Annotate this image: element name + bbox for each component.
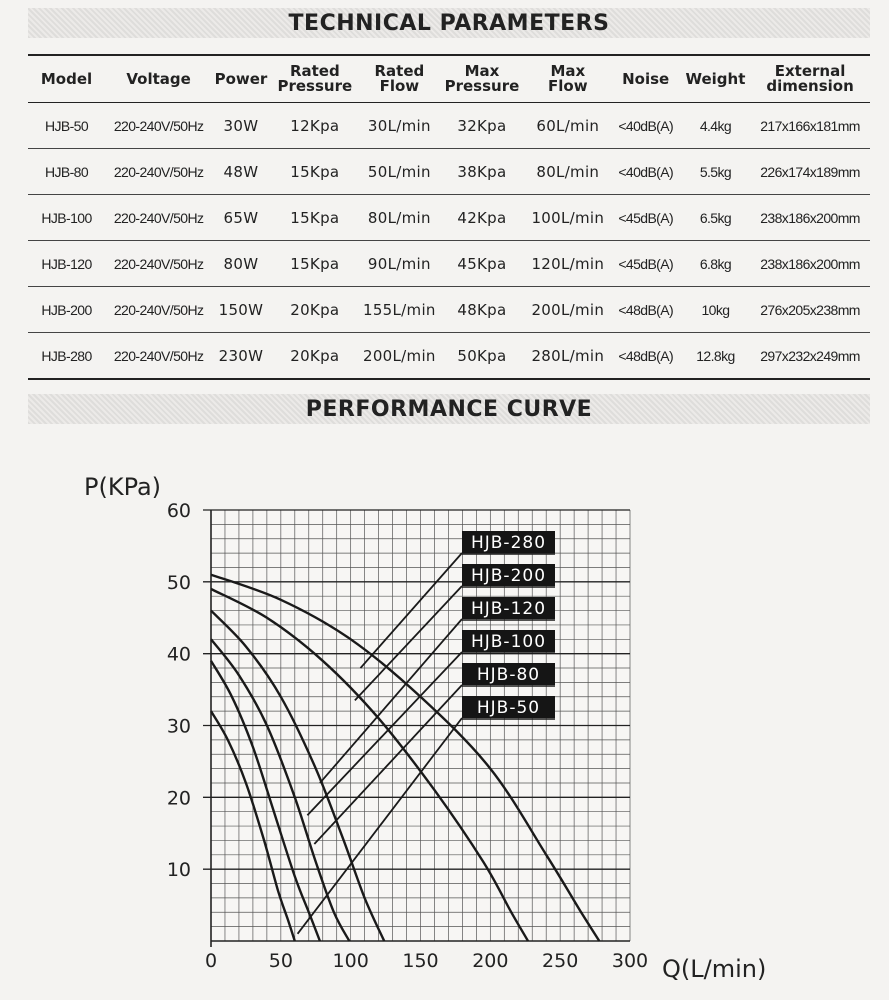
x-tick-label: 0 (204, 950, 218, 972)
table-cell: 220-240V/50Hz (105, 149, 212, 195)
table-cell: 220-240V/50Hz (105, 287, 212, 333)
column-header-line: Max (550, 62, 586, 80)
column-header (270, 55, 360, 103)
y-tick-label: 20 (166, 787, 191, 810)
table-cell: 238x186x200mm (750, 195, 870, 241)
table-cell: 200L/min (363, 346, 436, 365)
table-cell: 6.5kg (681, 195, 750, 241)
table-cell: 230W (218, 346, 264, 365)
legend-label: HJB-120 (470, 599, 547, 619)
table-cell: 20Kpa (290, 346, 340, 365)
table-row (28, 103, 870, 149)
table-cell: 50Kpa (457, 346, 507, 365)
column-header (212, 55, 270, 103)
table-cell: 15Kpa (270, 241, 360, 287)
table-cell: <48dB(A) (618, 347, 674, 364)
y-tick-label: 40 (166, 643, 191, 666)
y-tick-label: 30 (166, 715, 191, 738)
column-header-line: Voltage (126, 69, 191, 88)
table-cell: HJB-100 (28, 195, 105, 241)
legend-label: HJB-50 (476, 698, 541, 718)
column-header-line: Model (40, 69, 93, 88)
table-cell: 10kg (681, 287, 750, 333)
column-header (525, 55, 611, 103)
table-cell: 45Kpa (439, 241, 525, 287)
table-cell: 280L/min (531, 346, 605, 365)
table-body (28, 103, 870, 380)
technical-parameters-title: TECHNICAL PARAMETERS (288, 10, 610, 36)
table-cell: HJB-80 (28, 149, 105, 195)
table-cell: HJB-120 (28, 241, 105, 287)
table-row (28, 149, 870, 195)
column-header-line: Rated (289, 62, 340, 80)
legend-label: HJB-280 (470, 533, 547, 553)
table-cell: 226x174x189mm (750, 149, 870, 195)
column-header-line: Rated (374, 62, 425, 80)
column-header (105, 55, 212, 103)
column-header-line: Power (214, 69, 268, 88)
x-axis-label: Q(L/min) (662, 955, 767, 983)
table-cell: 12Kpa (270, 103, 360, 149)
technical-parameters-table (28, 54, 870, 380)
performance-curve-title: PERFORMANCE CURVE (305, 396, 593, 422)
table-cell: HJB-200 (28, 287, 105, 333)
column-header-line: Max (464, 62, 500, 80)
table-cell: 32Kpa (439, 103, 525, 149)
table-cell: 220-240V/50Hz (105, 241, 212, 287)
table-cell: 30W (212, 103, 270, 149)
table-row (28, 241, 870, 287)
y-tick-label: 10 (166, 859, 191, 882)
table-cell: 12.8kg (696, 347, 735, 364)
table-cell: <45dB(A) (611, 195, 681, 241)
table-cell: 5.5kg (681, 149, 750, 195)
column-header (28, 55, 105, 103)
column-header (611, 55, 681, 103)
column-header-line: Noise (622, 69, 670, 88)
table-cell: 120L/min (525, 241, 611, 287)
performance-curve-chart (0, 430, 889, 1000)
column-header-line: Pressure (444, 77, 520, 95)
table-cell: 220-240V/50Hz (105, 103, 212, 149)
table-row (28, 287, 870, 333)
table-cell: 38Kpa (439, 149, 525, 195)
legend-label: HJB-100 (470, 632, 547, 652)
table-cell: 155L/min (360, 287, 439, 333)
legend-label: HJB-200 (470, 566, 547, 586)
x-tick-label: 50 (268, 950, 293, 972)
table-cell: 150W (212, 287, 270, 333)
column-header (750, 55, 870, 103)
table-cell: HJB-280 (41, 347, 92, 364)
table-cell: 48Kpa (439, 287, 525, 333)
y-tick-label: 60 (166, 500, 191, 522)
table-cell: 20Kpa (270, 287, 360, 333)
table-cell: 217x166x181mm (750, 103, 870, 149)
x-tick-label: 300 (611, 950, 649, 972)
table-cell: 42Kpa (439, 195, 525, 241)
table-cell: <40dB(A) (611, 149, 681, 195)
table-cell: <48dB(A) (611, 287, 681, 333)
table-cell: 276x205x238mm (750, 287, 870, 333)
table-cell: HJB-50 (28, 103, 105, 149)
y-axis-label: P(KPa) (84, 473, 162, 501)
column-header-line: External (774, 62, 846, 80)
x-tick-label: 200 (472, 950, 509, 972)
table-cell: 65W (212, 195, 270, 241)
table-cell: 30L/min (360, 103, 439, 149)
table-cell: 80W (212, 241, 270, 287)
table-cell: 100L/min (525, 195, 611, 241)
table-row (28, 333, 870, 380)
table-header-row (28, 55, 870, 103)
column-header (360, 55, 439, 103)
x-tick-label: 100 (332, 950, 369, 972)
table-cell: <45dB(A) (611, 241, 681, 287)
table-cell: <40dB(A) (611, 103, 681, 149)
table-cell: 90L/min (360, 241, 439, 287)
table-cell: 50L/min (360, 149, 439, 195)
table-cell: 4.4kg (681, 103, 750, 149)
column-header-line: dimension (766, 77, 854, 95)
table-cell: 80L/min (360, 195, 439, 241)
column-header-line: Pressure (277, 77, 353, 95)
table-cell: 60L/min (525, 103, 611, 149)
table-cell: 6.8kg (681, 241, 750, 287)
column-header (439, 55, 525, 103)
table-cell: 200L/min (525, 287, 611, 333)
table-cell: 297x232x249mm (760, 347, 860, 364)
legend-label: HJB-80 (476, 665, 541, 685)
column-header (681, 55, 750, 103)
x-tick-label: 250 (542, 950, 579, 972)
technical-parameters-header (28, 8, 870, 38)
column-header-line: Weight (685, 69, 746, 88)
table-row (28, 195, 870, 241)
table-cell: 80L/min (525, 149, 611, 195)
table-cell: 220-240V/50Hz (105, 195, 212, 241)
column-header-line: Flow (548, 77, 588, 95)
table-cell: 48W (212, 149, 270, 195)
table-cell: 15Kpa (270, 149, 360, 195)
x-tick-label: 150 (402, 950, 439, 972)
table-cell: 238x186x200mm (750, 241, 870, 287)
column-header-line: Flow (379, 77, 420, 95)
performance-curve-header (28, 394, 870, 424)
table-cell: 15Kpa (270, 195, 360, 241)
table-cell: 220-240V/50Hz (113, 347, 204, 364)
y-tick-label: 50 (166, 571, 191, 594)
